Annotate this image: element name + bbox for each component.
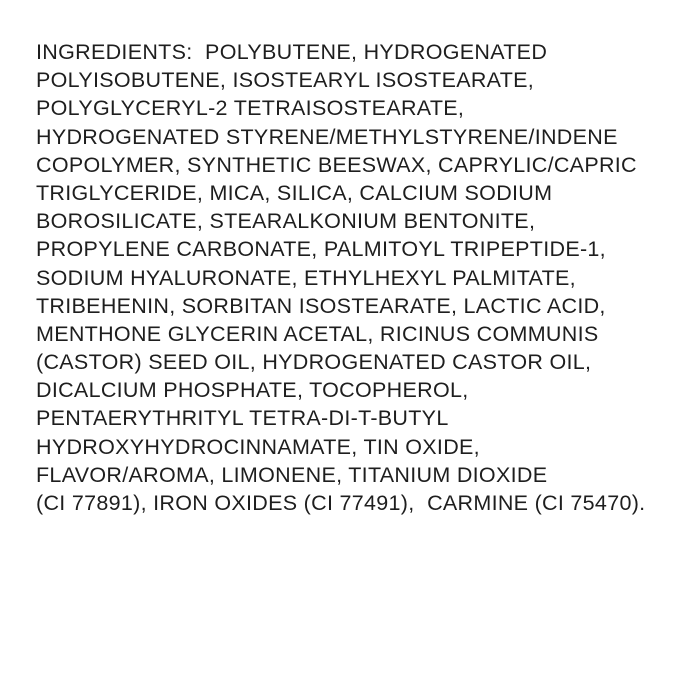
text-line: PENTAERYTHRITYL TETRA-DI-T-BUTYL <box>36 406 449 431</box>
text-line: HYDROXYHYDROCINNAMATE, TIN OXIDE, <box>36 434 480 459</box>
text-line: FLAVOR/AROMA, LIMONENE, TITANIUM DIOXIDE <box>36 462 548 487</box>
text-line: POLYGLYCERYL-2 TETRAISOSTEARATE, <box>36 96 465 121</box>
text-line: INGREDIENTS: POLYBUTENE, HYDROGENATED <box>36 40 548 64</box>
text-line: DICALCIUM PHOSPHATE, TOCOPHEROL, <box>36 378 469 403</box>
text-line: TRIGLYCERIDE, MICA, SILICA, CALCIUM SODIUM <box>36 180 553 205</box>
text-line: SODIUM HYALURONATE, ETHYLHEXYL PALMITATE, <box>36 265 576 290</box>
text-line: MENTHONE GLYCERIN ACETAL, RICINUS COMMUNIS <box>36 321 599 346</box>
text-line: HYDROGENATED STYRENE/METHYLSTYRENE/INDENE <box>36 124 618 149</box>
text-line: PROPYLENE CARBONATE, PALMITOYL TRIPEPTIDE-1, <box>36 237 606 262</box>
text-line: COPOLYMER, SYNTHETIC BEESWAX, CAPRYLIC/CAPRIC <box>36 152 637 177</box>
text-line: POLYISOBUTENE, ISOSTEARYL ISOSTEARATE, <box>36 68 535 93</box>
text-line: BOROSILICATE, STEARALKONIUM BENTONITE, <box>36 209 536 234</box>
text-line: (CASTOR) SEED OIL, HYDROGENATED CASTOR OIL, <box>36 350 592 375</box>
ingredients-text <box>36 38 656 517</box>
text-line: (CI 77891), IRON OXIDES (CI 77491), CARMINE (CI 75470). <box>36 491 646 515</box>
text-line: TRIBEHENIN, SORBITAN ISOSTEARATE, LACTIC ACID, <box>36 293 606 318</box>
